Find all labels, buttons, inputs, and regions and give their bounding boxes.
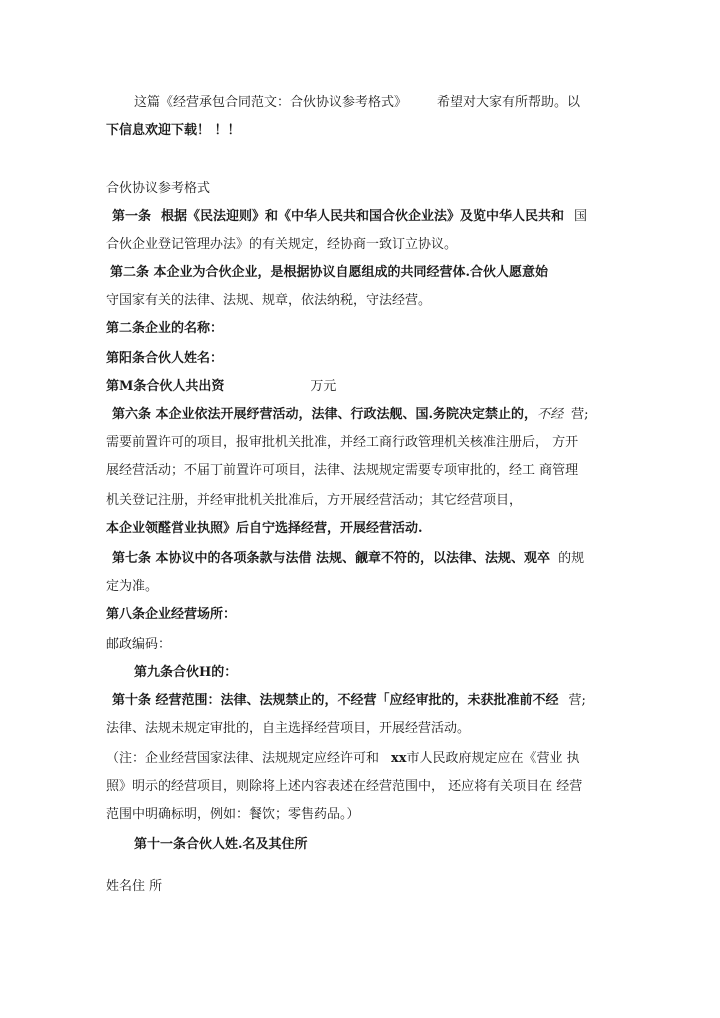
article-6-text-bold: 第六条 本企业依法开展纾营活动，法律、行政法舰、国.务院决定禁止的， xyxy=(112,407,538,422)
document-title-text: 合伙协议参考格式 xyxy=(106,181,211,196)
article-8-text: 第八条企业经营场所： xyxy=(106,607,237,622)
note-line-3 xyxy=(106,806,360,824)
article-1-line-2 xyxy=(106,236,457,254)
note-line-1 xyxy=(106,750,580,768)
article-4-text: 第阳条合伙人姓名： xyxy=(106,351,224,366)
article-3-company-name xyxy=(106,320,223,338)
intro-text-a: 这篇《经营承包合同范文：合伙协议参考格式》 xyxy=(134,95,408,110)
note-text-line2: 照》明示的经营项目，则除将上述内容表述在经营范围中， 还应将有关项目在 经营 xyxy=(106,779,583,794)
article-6-line-2 xyxy=(106,434,578,452)
article-6-text-line2: 需要前置许可的项目，报审批机关批准，并经工商行政管理机关核准注册后， 方开 xyxy=(106,435,579,450)
article-6-text-line5: 本企业领醛営业执照》后自宁选择经营，开展经营活动. xyxy=(106,521,423,536)
note-text-a: （注：企业经营国家法律、法规规定应经许可和 xyxy=(106,751,380,766)
article-3-text: 第二条企业的名称： xyxy=(106,321,224,336)
article-10-text-end: 营; xyxy=(568,693,586,708)
article-4-partner-names xyxy=(106,350,223,368)
article-8-premises xyxy=(106,606,236,624)
article-6-text-italic: 不经 xyxy=(537,407,564,422)
article-9-text: 第九条合伙H的： xyxy=(134,665,238,680)
article-1-label: 第一条 xyxy=(112,209,152,224)
article-6-line-5 xyxy=(106,520,423,538)
article-5-unit: 万元 xyxy=(310,379,337,394)
intro-line-1 xyxy=(134,94,580,112)
note-line-2 xyxy=(106,778,582,796)
article-5-label: 第M条合伙人共出资 xyxy=(106,379,225,394)
intro-line-2 xyxy=(106,122,241,140)
postcode-text: 邮政编码： xyxy=(106,637,172,652)
article-6-text-line3: 展经营活动；不届丁前置许可项目，法律、法规规定需要专项审批的，经工 商管理 xyxy=(106,463,579,478)
article-11-names-addresses xyxy=(134,836,308,854)
article-6-text-end: 营; xyxy=(571,407,589,422)
name-address-text: 姓名住 所 xyxy=(106,879,163,894)
article-1-line-1 xyxy=(112,208,587,226)
article-7-line-2 xyxy=(106,578,158,596)
article-2-text-line2: 守国家有关的法律、法规、规章，依法纳税，守法经营。 xyxy=(106,293,432,308)
article-11-text: 第十一条合伙人姓.名及其住所 xyxy=(134,837,308,852)
article-7-text-line2: 定为准。 xyxy=(106,579,159,594)
name-address-line xyxy=(106,878,162,896)
article-2-text-line1: 第二条 本企业为合伙企业，是根据协议自愿组成的共同经营体.合伙人愿意始 xyxy=(110,265,549,280)
article-6-line-1 xyxy=(112,406,588,424)
article-6-line-4 xyxy=(106,492,522,510)
article-9-purpose xyxy=(134,664,237,682)
postcode-line xyxy=(106,636,171,654)
article-10-line-1 xyxy=(112,692,586,710)
article-1-text-end: 国 xyxy=(574,209,588,224)
article-2-line-2 xyxy=(106,292,431,310)
note-text-c: 市人民政府规定应在《营业 执 xyxy=(406,751,580,766)
article-7-text-end: 的规 xyxy=(558,551,585,566)
intro-text-b: 希望对大家有所帮助。以 xyxy=(437,95,581,110)
article-7-text-bold: 第七条 本协议中的各项条款与法借 法规、觎章不符的，以法律、法规、观卒 xyxy=(112,551,551,566)
document-title xyxy=(106,180,210,198)
article-6-text-line4: 机关登记注册，并经审批机关批准后，方开展经营活动；其它经营项目， xyxy=(106,493,523,508)
article-1-text-line2: 合伙企业登记管理办法》的有关规定，经协商一致订立协议。 xyxy=(106,237,458,252)
article-2-line-1 xyxy=(110,264,548,282)
article-10-text-bold: 第十条 经营范围：法律、法规禁止的，不经营「应经审批的，未获批准前不经 xyxy=(112,693,559,708)
note-text-xx: xx xyxy=(391,751,407,766)
article-5-capital xyxy=(106,378,336,396)
article-10-text-line2: 法律、法规未规定审批的，自主选择经营项目，开展经营活动。 xyxy=(106,721,471,736)
article-6-line-3 xyxy=(106,462,578,480)
intro-text-line2: 下信息欢迎下载！ ！！ xyxy=(106,123,241,138)
article-7-line-1 xyxy=(112,550,584,568)
article-10-line-2 xyxy=(106,720,470,738)
note-text-line3: 范围中明确标明，例如：餐饮；零售药品。） xyxy=(106,807,360,822)
article-1-text: 根据《民法迎则》和《中华人民共和国合伙企业法》及览中华人民共和 xyxy=(161,209,565,224)
